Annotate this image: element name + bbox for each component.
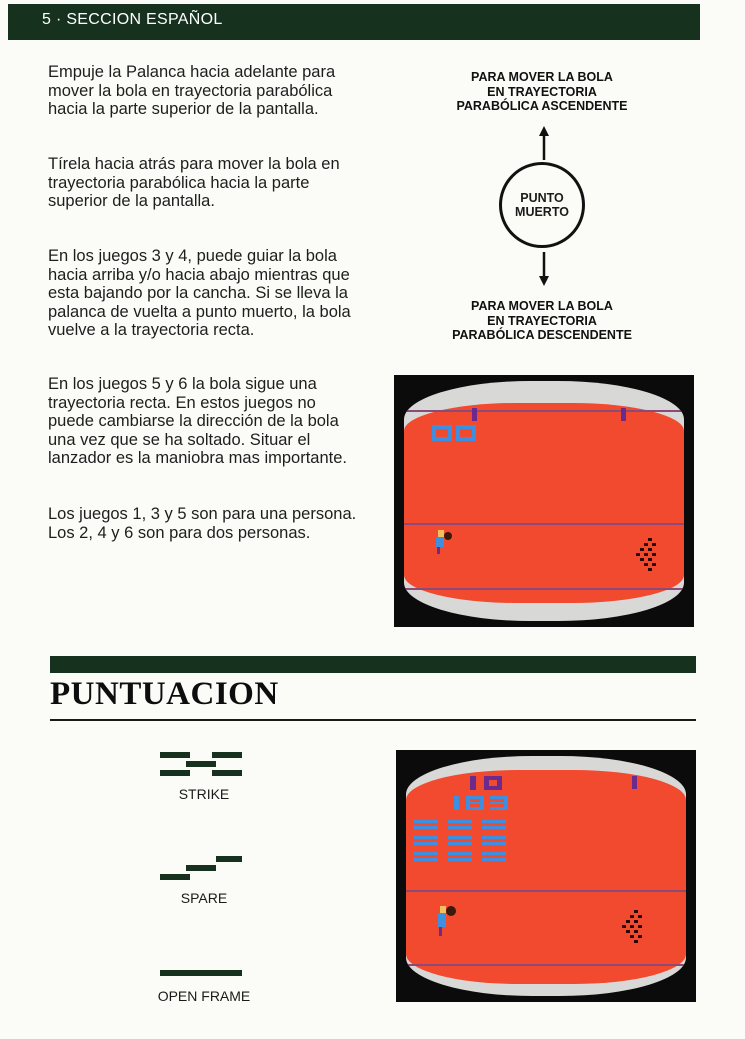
bowling-pins bbox=[632, 538, 660, 578]
bowler-body bbox=[436, 537, 444, 547]
bowling-pins bbox=[618, 910, 646, 952]
paragraph-games-5-6: En los juegos 5 y 6 la bola sigue una trayectoria recta. En estos juegos no puede cambiarse la dirección de la bola una vez que se ha soltado. Situar el lanzador es la maniobra mas importante. bbox=[48, 375, 347, 467]
diagram-top-label bbox=[422, 70, 662, 114]
lane-upper-line bbox=[404, 523, 684, 525]
open-frame-label: OPEN FRAME bbox=[157, 988, 251, 1004]
diagram-bottom-line-2: EN TRAYECTORIA bbox=[487, 313, 597, 328]
player-marker bbox=[632, 776, 637, 789]
paragraph-push-lever: Empuje la Palanca hacia adelante para mover la bola en trayectoria parabólica hacia la parte superior de la pantalla. bbox=[48, 63, 336, 118]
paragraph-games-3-4: En los juegos 3 y 4, puede guiar la bola hacia arriba y/o hacia abajo mientras que esta bajando por la cancha. Si se lleva la palanca de vuelta a punto muerto, la bola vuelve a la trayectoria recta. bbox=[48, 247, 351, 339]
diagram-top-line-1: PARA MOVER LA BOLA bbox=[471, 70, 613, 84]
game-screen-2 bbox=[396, 750, 696, 1002]
game-screen-1 bbox=[394, 375, 694, 627]
spare-label: SPARE bbox=[180, 890, 228, 906]
arrow-up-icon bbox=[534, 126, 554, 162]
dead-center-line-2: MUERTO bbox=[515, 205, 569, 219]
player-marker bbox=[472, 408, 477, 421]
scoring-title: PUNTUACION bbox=[50, 676, 279, 712]
arrow-down-icon bbox=[534, 250, 554, 286]
scoring-rule bbox=[50, 719, 696, 721]
strike-symbol-icon bbox=[160, 752, 244, 778]
scoring-header-bar bbox=[50, 656, 696, 673]
dead-center-line-1: PUNTO bbox=[520, 191, 564, 205]
lane-top-line bbox=[404, 410, 684, 412]
dead-center-label bbox=[499, 191, 585, 219]
bowling-lane bbox=[406, 770, 686, 984]
player-marker bbox=[621, 408, 626, 421]
tv-frame bbox=[404, 381, 684, 621]
lane-lower-line bbox=[406, 964, 686, 966]
diagram-bottom-label bbox=[422, 299, 662, 343]
bowler-legs bbox=[439, 927, 442, 936]
bowling-ball bbox=[446, 906, 456, 916]
section-title: 5 · SECCION ESPAÑOL bbox=[42, 11, 223, 28]
bowler-legs bbox=[437, 547, 440, 554]
spare-symbol-icon bbox=[160, 856, 244, 882]
strike-label: STRIKE bbox=[178, 786, 230, 802]
tv-frame bbox=[406, 756, 686, 996]
lane-lower-line bbox=[404, 588, 684, 590]
open-frame-symbol-icon bbox=[160, 970, 244, 980]
diagram-top-line-2: EN TRAYECTORIA bbox=[487, 84, 597, 99]
bowler-body bbox=[438, 913, 446, 927]
frame-number-display bbox=[468, 776, 510, 792]
total-score-display bbox=[452, 796, 514, 812]
paragraph-players: Los juegos 1, 3 y 5 son para una persona. Los 2, 4 y 6 son para dos personas. bbox=[48, 505, 357, 542]
bowling-ball bbox=[444, 532, 452, 540]
paragraph-pull-lever: Tírela hacia atrás para mover la bola en trayectoria parabólica hacia la parte superior de la pantalla. bbox=[48, 155, 340, 210]
score-display bbox=[432, 425, 482, 443]
frame-score-grid bbox=[414, 820, 514, 872]
diagram-top-line-3: PARABÓLICA ASCENDENTE bbox=[456, 99, 628, 113]
bowling-lane bbox=[404, 403, 684, 603]
diagram-bottom-line-1: PARA MOVER LA BOLA bbox=[471, 299, 613, 313]
lane-upper-line bbox=[406, 890, 686, 892]
diagram-bottom-line-3: PARABÓLICA DESCENDENTE bbox=[452, 328, 632, 342]
